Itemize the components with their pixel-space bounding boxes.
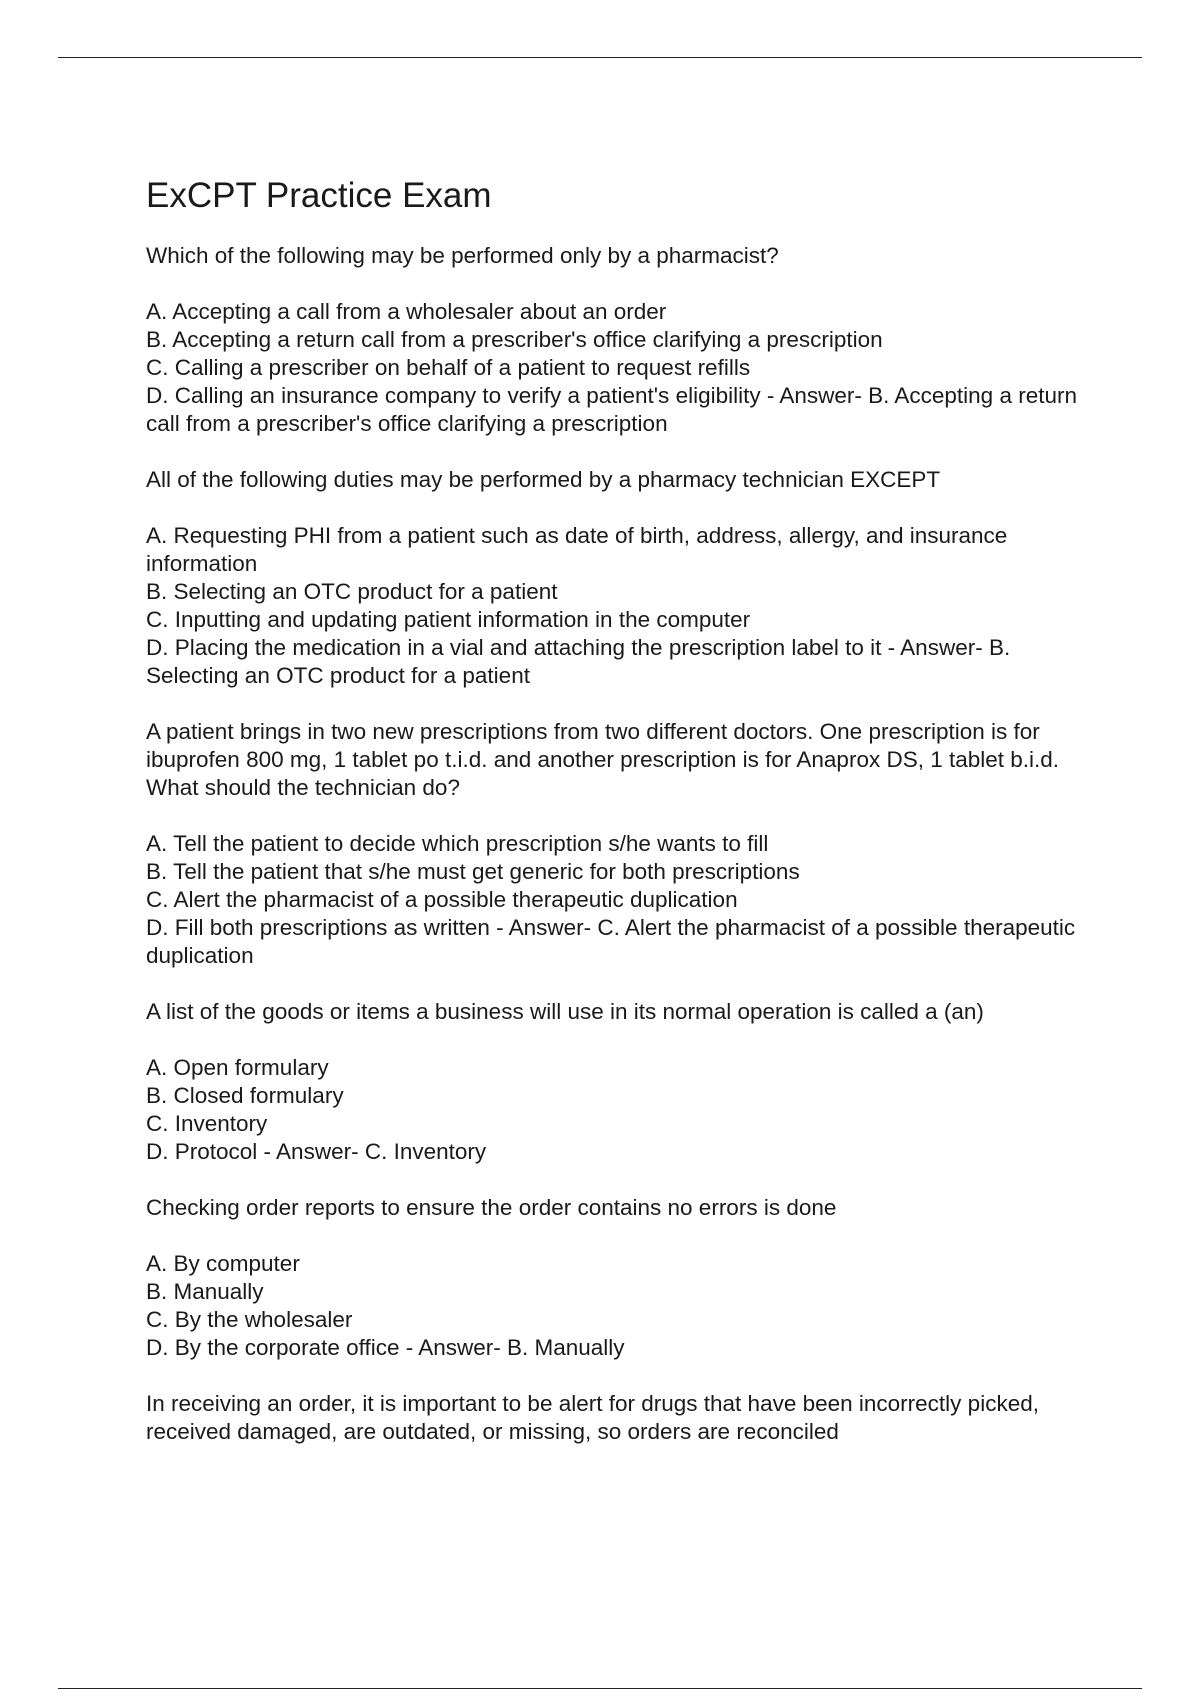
answer-option: B. Selecting an OTC product for a patient — [146, 579, 558, 604]
answer-options — [146, 830, 1086, 970]
question-block — [146, 466, 1086, 690]
question-block — [146, 718, 1086, 970]
answer-option: C. By the wholesaler — [146, 1307, 353, 1332]
answer-option: D. Fill both prescriptions as written - Answer- C. Alert the pharmacist of a possible therapeutic duplication — [146, 915, 1076, 968]
question-text: All of the following duties may be performed by a pharmacy technician EXCEPT — [146, 467, 941, 492]
question-text: A list of the goods or items a business will use in its normal operation is called a (an) — [146, 999, 984, 1024]
answer-option: A. Requesting PHI from a patient such as date of birth, address, allergy, and insurance information — [146, 523, 1008, 576]
question-text: A patient brings in two new prescriptions from two different doctors. One prescription is for ibuprofen 800 mg, 1 tablet po t.i.d. and another prescription is for Anaprox DS, 1 tablet b.i.d. What should the technician do? — [146, 719, 1060, 800]
answer-option: A. By computer — [146, 1251, 300, 1276]
answer-option: B. Manually — [146, 1279, 264, 1304]
answer-option: D. By the corporate office - Answer- B. Manually — [146, 1335, 625, 1360]
answer-options — [146, 522, 1086, 690]
answer-option: C. Calling a prescriber on behalf of a patient to request refills — [146, 355, 751, 380]
answer-option: D. Placing the medication in a vial and attaching the prescription label to it - Answer- B. Selecting an OTC product for a patient — [146, 635, 1011, 688]
answer-option: B. Tell the patient that s/he must get generic for both prescriptions — [146, 859, 800, 884]
top-divider — [58, 57, 1142, 58]
question-text: Checking order reports to ensure the order contains no errors is done — [146, 1195, 837, 1220]
answer-options — [146, 1250, 1086, 1362]
question-text: Which of the following may be performed only by a pharmacist? — [146, 243, 779, 268]
answer-option: A. Accepting a call from a wholesaler about an order — [146, 299, 667, 324]
question-block — [146, 242, 1086, 438]
answer-options — [146, 1054, 1086, 1166]
answer-options — [146, 298, 1086, 438]
answer-option: D. Protocol - Answer- C. Inventory — [146, 1139, 487, 1164]
answer-option: A. Tell the patient to decide which prescription s/he wants to fill — [146, 831, 769, 856]
question-text: In receiving an order, it is important to be alert for drugs that have been incorrectly picked, received damaged, are outdated, or missing, so orders are reconciled — [146, 1391, 1039, 1444]
page-title: ExCPT Practice Exam — [146, 176, 492, 215]
answer-option: C. Inputting and updating patient information in the computer — [146, 607, 751, 632]
bottom-divider — [58, 1688, 1142, 1689]
question-block — [146, 998, 1086, 1166]
answer-option: C. Inventory — [146, 1111, 268, 1136]
answer-option: C. Alert the pharmacist of a possible therapeutic duplication — [146, 887, 738, 912]
document-body — [146, 170, 1086, 1474]
answer-option: D. Calling an insurance company to verify a patient's eligibility - Answer- B. Accepting a return call from a prescriber's office clarifying a prescription — [146, 383, 1077, 436]
answer-option: B. Closed formulary — [146, 1083, 344, 1108]
question-block — [146, 1390, 1086, 1446]
question-block — [146, 1194, 1086, 1362]
answer-option: B. Accepting a return call from a prescriber's office clarifying a prescription — [146, 327, 883, 352]
answer-option: A. Open formulary — [146, 1055, 329, 1080]
